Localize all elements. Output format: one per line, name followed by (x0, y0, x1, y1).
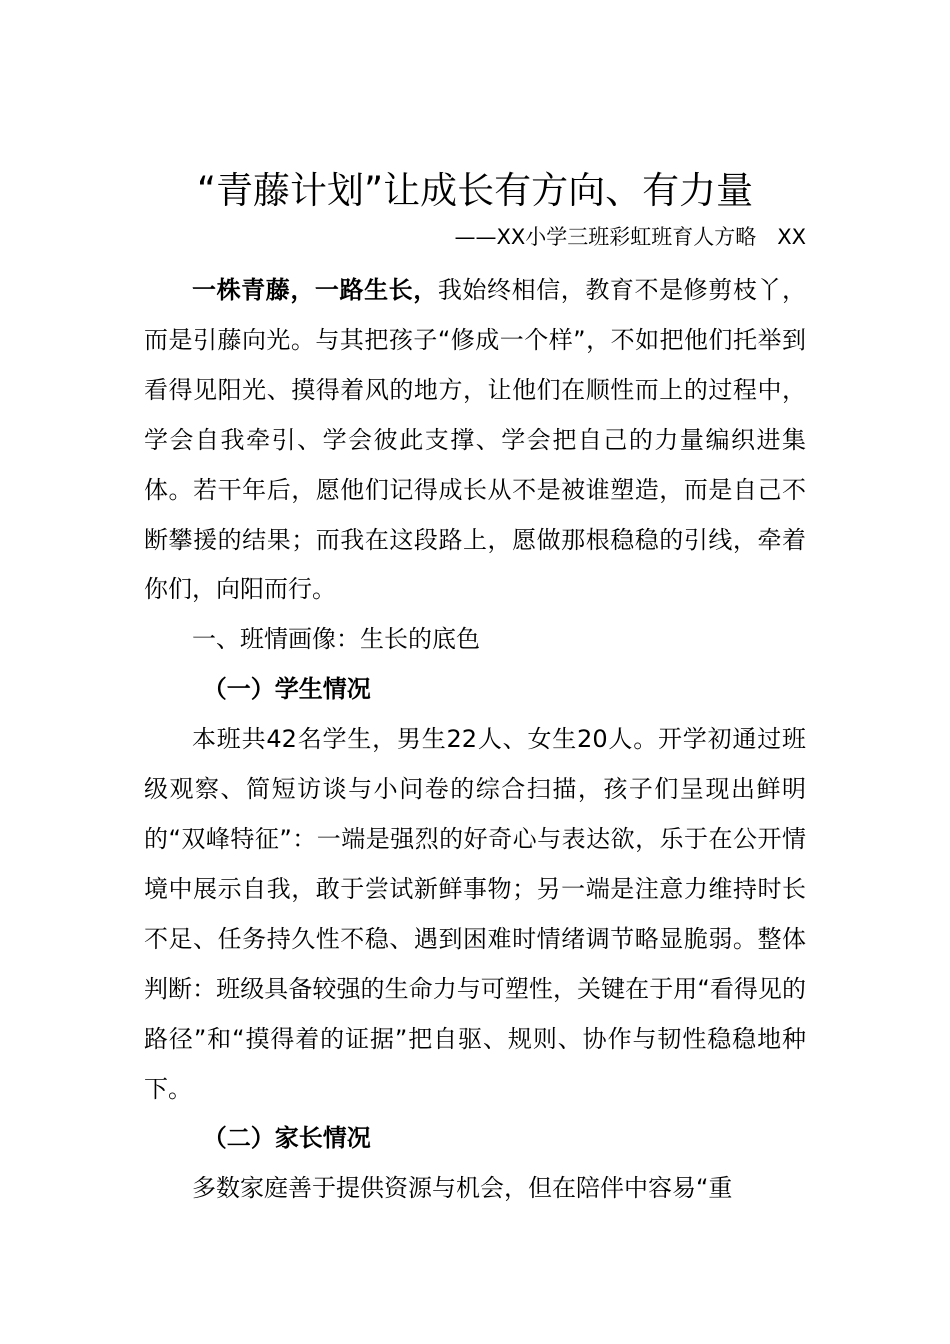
intro-lead: 一株青藤，一路生长， (192, 276, 438, 304)
subsection-heading-parents: （二）家长情况 (202, 1124, 371, 1153)
students-paragraph: 本班共42名学生，男生22人、女生20人。开学初通过班级观察、简短访谈与小问卷的综合扫描，孩子们呈现出鲜明的“双峰特征”：一端是强烈的好奇心与表达欲，乐于在公开情境中展示自我，敢于尝试新鲜事物；另一端是注意力维持时长不足、任务持久性不稳、遇到困难时情绪调节略显脆弱。整体判断：班级具备较强的生命力与可塑性，关键在于用“看得见的路径”和“摸得着的证据”把自驱、规则、协作与韧性稳稳地种下。 (144, 725, 806, 1103)
document-subtitle: ——XX小学三班彩虹班育人方略 XX (454, 225, 806, 249)
intro-text: 我始终相信，教育不是修剪枝丫，而是引藤向光。与其把孩子“修成一个样”，不如把他们托举到看得见阳光、摸得着风的地方，让他们在顺性而上的过程中，学会自我牵引、学会彼此支撑、学会把自己的力量编织进集体。若干年后，愿他们记得成长从不是被谁塑造，而是自己不断攀援的结果；而我在这段路上，愿做那根稳稳的引线，牵着你们，向阳而行。 (144, 276, 807, 604)
document-title: “青藤计划”让成长有方向、有力量 (196, 168, 754, 212)
intro-paragraph (144, 266, 806, 615)
section-heading: 一、班情画像：生长的底色 (192, 625, 480, 654)
subsection-heading-students: （一）学生情况 (202, 675, 371, 704)
document-body (144, 266, 806, 1214)
parents-paragraph: 多数家庭善于提供资源与机会，但在陪伴中容易“重 (192, 1174, 733, 1203)
